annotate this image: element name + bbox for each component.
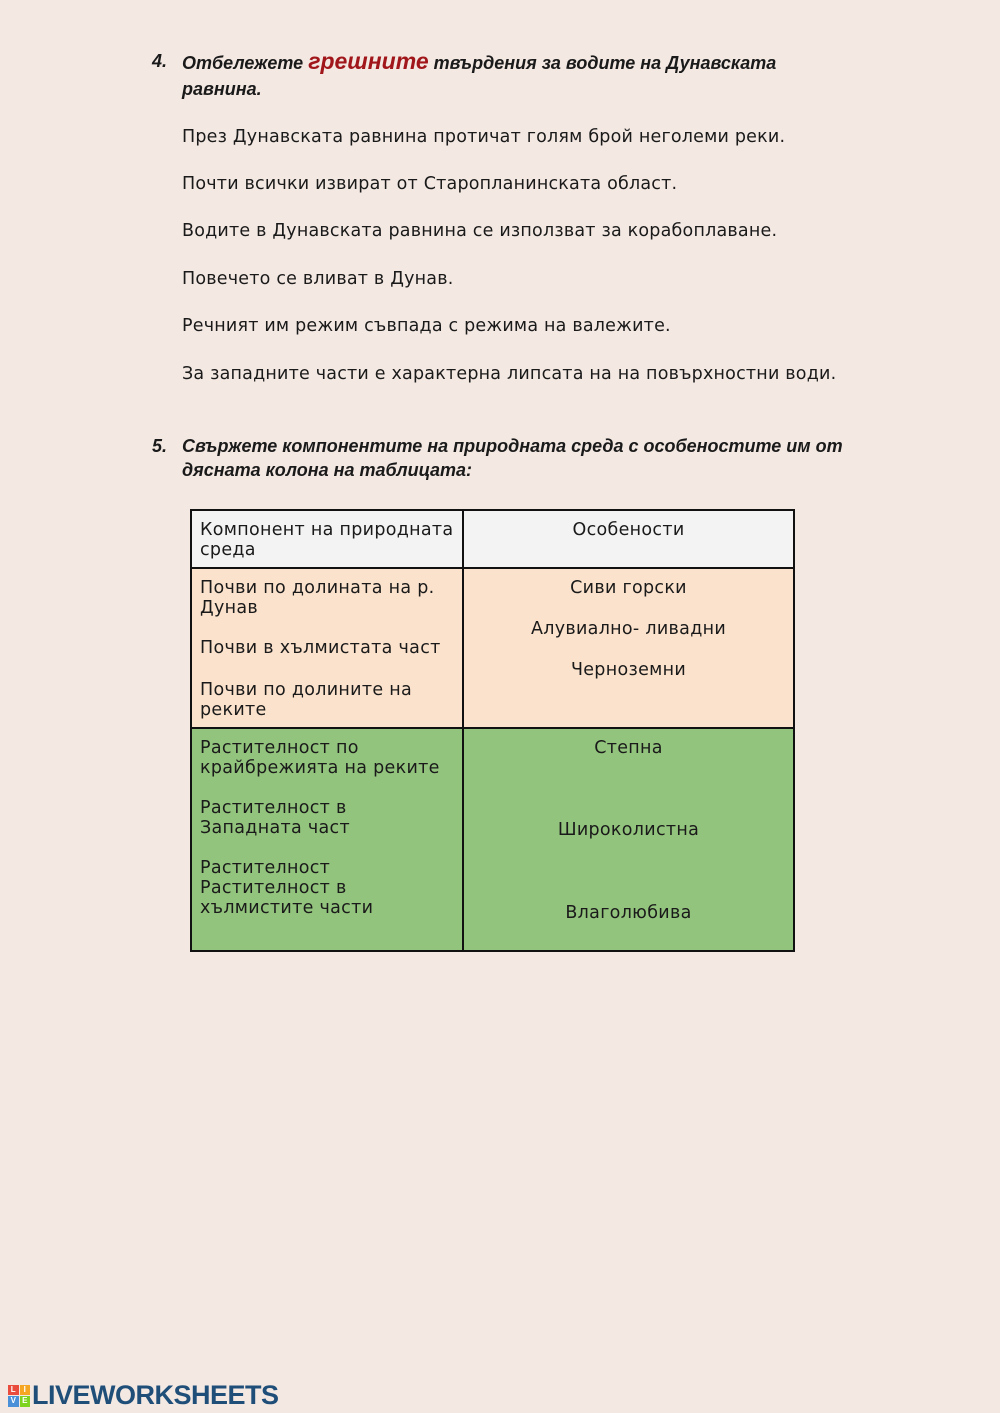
question-5-number: 5.: [152, 436, 168, 456]
statement-5[interactable]: Речният им режим съвпада с режима на валежите.: [182, 316, 671, 336]
plant-row: [191, 728, 794, 951]
plant-feature-2[interactable]: Широколистна: [557, 820, 700, 840]
question-4-highlight-word: грешните: [308, 48, 429, 74]
plant-component-1[interactable]: Растителност по крайбрежията на реките: [200, 738, 440, 778]
plant-component-2[interactable]: Растителност в Западната част: [200, 798, 350, 838]
statement-6[interactable]: За западните части е характерна липсата на на повърхностни води.: [182, 364, 837, 384]
soil-row: [191, 568, 794, 728]
matching-table: [190, 509, 795, 952]
statement-2[interactable]: Почти всички извират от Старопланинската област.: [182, 174, 678, 194]
plant-components-cell: [191, 728, 463, 951]
soil-feature-2[interactable]: Алувиално- ливадни: [530, 619, 727, 639]
statement-3[interactable]: Водите в Дунавската равнина се използват за корабоплаване.: [182, 221, 778, 241]
soil-component-1[interactable]: Почви по долината на р. Дунав: [200, 578, 435, 618]
question-5-line1: Свържете компонентите на природната среда с особеностите им от: [182, 436, 843, 456]
question-4-text-before: Отбележете: [182, 53, 304, 73]
logo-text: LIVEWORKSHEETS: [32, 1380, 279, 1410]
question-4-text-line2: равнина.: [182, 79, 262, 99]
statement-1[interactable]: През Дунавската равнина протичат голям брой неголеми реки.: [182, 127, 786, 147]
question-5-line2: дясната колона на таблицата:: [182, 460, 473, 480]
soil-component-2[interactable]: Почви в хълмистата част: [200, 638, 441, 658]
header-component: Компонент на природната среда: [191, 510, 463, 568]
question-4-heading: [152, 48, 912, 104]
soil-feature-1[interactable]: Сиви горски: [570, 578, 687, 598]
question-5-heading: [152, 434, 912, 486]
soil-feature-3[interactable]: Черноземни: [570, 660, 687, 680]
liveworksheets-logo: [8, 1380, 279, 1411]
plant-component-3[interactable]: Растителност Растителност в хълмистите части: [200, 858, 374, 918]
soil-features-cell: [463, 568, 794, 728]
soil-component-3[interactable]: Почви по долините на реките: [200, 680, 413, 720]
plant-feature-1[interactable]: Степна: [594, 738, 663, 758]
table-header-row: [191, 510, 794, 568]
plant-feature-3[interactable]: Влаголюбива: [565, 903, 692, 923]
question-4-number: 4.: [152, 51, 168, 71]
statement-4[interactable]: Повечето се вливат в Дунав.: [182, 269, 454, 289]
header-features: Особености: [463, 510, 794, 568]
soil-components-cell: [191, 568, 463, 728]
liveworksheets-grid-icon: L I V E: [8, 1385, 30, 1407]
plant-features-cell: [463, 728, 794, 951]
question-4-text-after: твърдения за водите на Дунавската: [433, 53, 777, 73]
